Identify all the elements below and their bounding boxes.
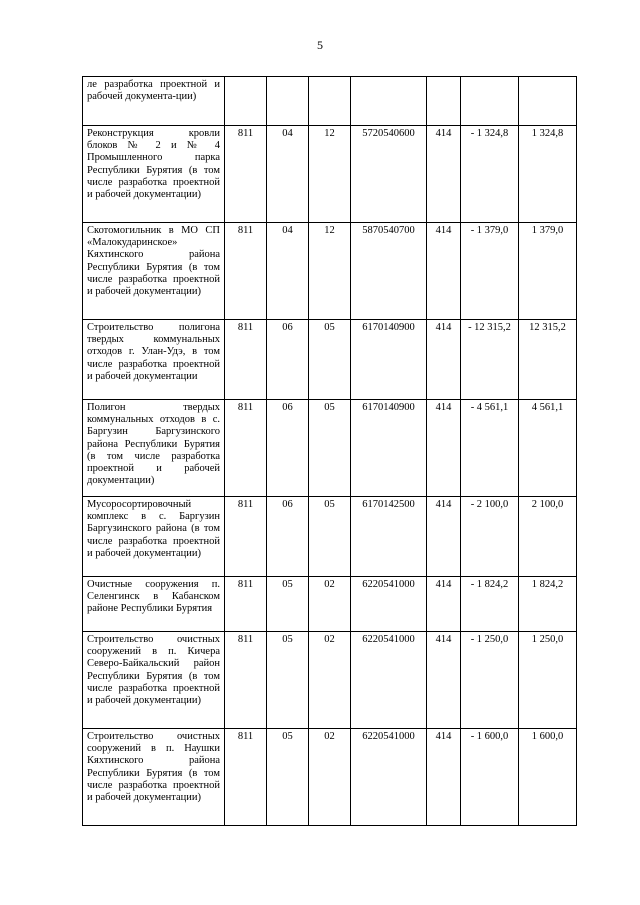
subsection-code-cell: 05	[309, 320, 351, 400]
page-number: 5	[317, 38, 323, 52]
expense-type-cell: 414	[427, 320, 461, 400]
expense-type-cell	[427, 77, 461, 126]
target-article-cell: 6220541000	[351, 577, 427, 632]
admin-code-cell: 811	[225, 577, 267, 632]
total-amount-cell: 1 379,0	[519, 223, 577, 320]
item-name-cell: Скотомогильник в МО СП «Малокударинское» Кяхтинского района Республики Бурятия (в том числе разработка проектной и рабочей документации)	[83, 223, 225, 320]
table-body	[83, 77, 577, 826]
section-code-cell: 05	[267, 729, 309, 826]
change-amount-cell: - 2 100,0	[461, 497, 519, 577]
change-amount-cell	[461, 77, 519, 126]
admin-code-cell: 811	[225, 497, 267, 577]
table-row	[83, 223, 577, 320]
section-code-cell: 05	[267, 577, 309, 632]
change-amount-cell: - 4 561,1	[461, 400, 519, 497]
section-code-cell: 06	[267, 400, 309, 497]
expense-type-cell: 414	[427, 577, 461, 632]
table-row	[83, 77, 577, 126]
item-name-cell: Строительство очистных сооружений в п. Кичера Северо-Байкальский район Республики Бурятия (в том числе разработка проектной и рабочей документации)	[83, 632, 225, 729]
admin-code-cell: 811	[225, 223, 267, 320]
expense-type-cell: 414	[427, 729, 461, 826]
total-amount-cell: 1 250,0	[519, 632, 577, 729]
admin-code-cell	[225, 77, 267, 126]
change-amount-cell: - 1 324,8	[461, 126, 519, 223]
table-row	[83, 400, 577, 497]
change-amount-cell: - 12 315,2	[461, 320, 519, 400]
total-amount-cell: 1 600,0	[519, 729, 577, 826]
subsection-code-cell: 05	[309, 497, 351, 577]
section-code-cell: 04	[267, 223, 309, 320]
target-article-cell: 6170142500	[351, 497, 427, 577]
expense-type-cell: 414	[427, 400, 461, 497]
admin-code-cell: 811	[225, 126, 267, 223]
table-row	[83, 632, 577, 729]
total-amount-cell: 2 100,0	[519, 497, 577, 577]
section-code-cell: 06	[267, 497, 309, 577]
total-amount-cell: 12 315,2	[519, 320, 577, 400]
total-amount-cell: 1 324,8	[519, 126, 577, 223]
admin-code-cell: 811	[225, 400, 267, 497]
budget-table	[82, 76, 577, 826]
item-name-cell: Очистные сооружения п. Селенгинск в Кабанском районе Республики Бурятия	[83, 577, 225, 632]
expense-type-cell: 414	[427, 497, 461, 577]
section-code-cell: 05	[267, 632, 309, 729]
expense-type-cell: 414	[427, 223, 461, 320]
change-amount-cell: - 1 250,0	[461, 632, 519, 729]
item-name-cell: Строительство очистных сооружений в п. Наушки Кяхтинского района Республики Бурятия (в том числе разработка проектной и рабочей документации)	[83, 729, 225, 826]
target-article-cell: 6220541000	[351, 632, 427, 729]
target-article-cell: 6220541000	[351, 729, 427, 826]
subsection-code-cell: 12	[309, 126, 351, 223]
section-code-cell	[267, 77, 309, 126]
change-amount-cell: - 1 824,2	[461, 577, 519, 632]
total-amount-cell: 4 561,1	[519, 400, 577, 497]
target-article-cell: 6170140900	[351, 400, 427, 497]
table-row	[83, 497, 577, 577]
item-name-cell: ле разработка проектной и рабочей документа-ции)	[83, 77, 225, 126]
expense-type-cell: 414	[427, 126, 461, 223]
admin-code-cell: 811	[225, 320, 267, 400]
change-amount-cell: - 1 600,0	[461, 729, 519, 826]
target-article-cell: 5720540600	[351, 126, 427, 223]
table-row	[83, 729, 577, 826]
expense-type-cell: 414	[427, 632, 461, 729]
change-amount-cell: - 1 379,0	[461, 223, 519, 320]
item-name-cell: Реконструкция кровли блоков № 2 и № 4 Промышленного парка Республики Бурятия (в том числе разработка проектной и рабочей документации)	[83, 126, 225, 223]
subsection-code-cell: 02	[309, 577, 351, 632]
section-code-cell: 04	[267, 126, 309, 223]
table-row	[83, 320, 577, 400]
item-name-cell: Строительство полигона твердых коммунальных отходов г. Улан-Удэ, в том числе разработка проектной и рабочей документации	[83, 320, 225, 400]
admin-code-cell: 811	[225, 729, 267, 826]
table-row	[83, 126, 577, 223]
total-amount-cell: 1 824,2	[519, 577, 577, 632]
subsection-code-cell: 02	[309, 632, 351, 729]
section-code-cell: 06	[267, 320, 309, 400]
item-name-cell: Полигон твердых коммунальных отходов в с. Баргузин Баргузинского района Республики Бурятия (в том числе разработка проектной и рабочей документации)	[83, 400, 225, 497]
subsection-code-cell: 12	[309, 223, 351, 320]
target-article-cell	[351, 77, 427, 126]
subsection-code-cell	[309, 77, 351, 126]
admin-code-cell: 811	[225, 632, 267, 729]
item-name-cell: Мусоросортировочный комплекс в с. Баргузин Баргузинского района (в том числе разработка проектной и рабочей документации)	[83, 497, 225, 577]
target-article-cell: 5870540700	[351, 223, 427, 320]
target-article-cell: 6170140900	[351, 320, 427, 400]
table-row	[83, 577, 577, 632]
subsection-code-cell: 05	[309, 400, 351, 497]
subsection-code-cell: 02	[309, 729, 351, 826]
total-amount-cell	[519, 77, 577, 126]
